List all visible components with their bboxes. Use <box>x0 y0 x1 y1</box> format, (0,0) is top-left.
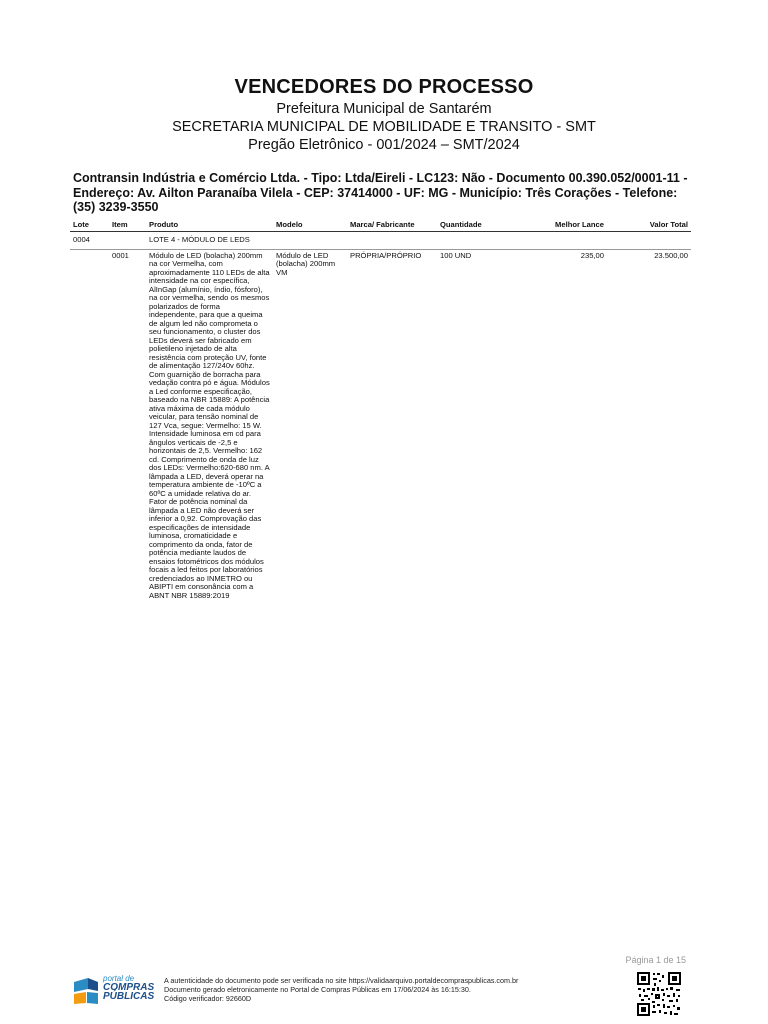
col-header-modelo: Modelo <box>273 216 347 232</box>
logo-text-compras: COMPRAS <box>103 982 155 993</box>
department-name: SECRETARIA MUNICIPAL DE MOBILIDADE E TRANSITO - SMT <box>172 119 596 135</box>
footer-authenticity <box>164 976 624 1003</box>
page-title: VENCEDORES DO PROCESSO <box>234 76 534 98</box>
footer-line-2: Documento gerado eletronicamente no Portal de Compras Públicas em 17/06/2024 às 16:15:30. <box>164 985 471 994</box>
page-number: Página 1 de 15 <box>625 955 686 965</box>
product-quantity: 100 UND <box>440 250 472 260</box>
portal-logo-icon <box>72 976 102 1006</box>
winners-table <box>70 216 691 602</box>
footer-line-3: Código verificador: 92660D <box>164 994 252 1003</box>
item-number: 0001 <box>112 250 129 260</box>
portal-logo <box>72 974 164 1010</box>
product-brand: PRÓPRIA/PRÓPRIO <box>350 250 422 260</box>
col-header-produto: Produto <box>146 216 273 232</box>
company-info: Contransin Indústria e Comércio Ltda. - Tipo: Ltda/Eireli - LC123: Não - Documento 00.390.052/0001-11 - Endereço: Av. Ailton Paranaíba Vilela - CEP: 37414000 - UF: MG - Município: Três Corações - Telefone: (35) 3239-3550 <box>73 171 688 215</box>
product-description: Módulo de LED (bolacha) 200mm na cor Vermelha, com aproximadamente 110 LEDs de alta intensidade na cor específica, AlInGap (alumínio, índio, fósforo), na cor vermelha, sendo os mesmos polarizados de forma independente, para que a queima de algum led não comprometa o seu funcionamento, o cluster dos LEDs deverá ser fabricado em polietileno injetado de alta resistência com proteção UV, fonte de alimentação 127/240v 60hz. Com guarnição de borracha para vedação contra pó e água. Módulos a Led conforme especificação, baseado na NBR 15889: A potência ativa máxima de cada módulo veicular, para tensão nominal de 127 Vca, segue: Vermelho: 15 W. Intensidade luminosa em cd para ângulos verticais de -2,5 e horizontais de 2,5. Vermelho: 162 cd. Comprimento de onda de luz dos LEDs: Vermelho:620-680 nm. A lâmpada a LED, deverá operar na temperatura ambiente de -10ºC a 60ºC a umidade relativa do ar. Fator de potência nominal da lâmpada a LED não deverá ser inferior a 0,92. Comprovação das especificações de intensidade luminosa, cromaticidade e comprimento da onda, fator de potência mediante laudos de ensaios fotométricos dos módulos focais a led feitos por laboratórios credenciados ao INMETRO ou ABIPTI em consonância com a ABNT NBR 15889:2019 <box>149 250 270 600</box>
table-row <box>70 249 691 602</box>
process-name: Pregão Eletrônico - 001/2024 – SMT/2024 <box>248 137 520 153</box>
col-header-quantidade: Quantidade <box>437 216 512 232</box>
logo-text-small: portal de <box>103 974 135 983</box>
total-value: 23.500,00 <box>654 250 688 260</box>
lot-number: 0004 <box>70 232 109 250</box>
col-header-marca: Marca/ Fabricante <box>347 216 437 232</box>
col-header-item: Item <box>109 216 146 232</box>
qr-code <box>636 971 682 1017</box>
footer-line-1: A autenticidade do documento pode ser verificada no site https://validaarquivo.portaldecompraspublicas.com.br <box>164 976 519 985</box>
col-header-lote: Lote <box>70 216 109 232</box>
lot-name: LOTE 4 - MÓDULO DE LEDS <box>146 232 691 250</box>
product-model: Módulo de LED (bolacha) 200mm VM <box>276 250 336 277</box>
table-header-row <box>70 216 691 232</box>
col-header-valor-total: Valor Total <box>607 216 691 232</box>
col-header-melhor-lance: Melhor Lance <box>512 216 607 232</box>
logo-text-publicas: PÚBLICAS <box>103 991 155 1002</box>
organization-name: Prefeitura Municipal de Santarém <box>276 101 492 117</box>
best-bid: 235,00 <box>580 250 604 260</box>
lot-row <box>70 232 691 250</box>
